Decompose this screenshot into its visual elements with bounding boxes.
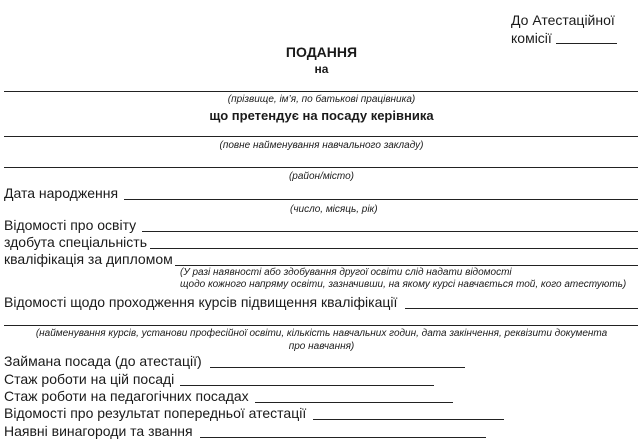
school-name-hint: (повне найменування навчального закладу)	[219, 140, 424, 151]
district-hint: (район/місто)	[288, 171, 355, 182]
document-title: ПОДАННЯ	[285, 44, 358, 60]
experience-position-field[interactable]	[180, 385, 434, 386]
courses-hint-1: (найменування курсів, установи професійної освіти, кількість навчальних годин, дата закінчення, реквізити документа	[35, 328, 608, 339]
courses-label: Відомості щодо проходження курсів підвищення кваліфікації	[4, 294, 398, 310]
specialty-label: здобута спеціальність	[4, 234, 148, 250]
birth-date-hint: (число, місяць, рік)	[290, 204, 378, 215]
courses-field-continued[interactable]	[4, 325, 638, 326]
previous-attestation-field[interactable]	[313, 419, 504, 420]
position-field[interactable]	[210, 367, 465, 368]
school-name-field[interactable]	[4, 136, 638, 137]
qualification-label: кваліфікація за дипломом	[4, 251, 173, 267]
addressee-line2: комісії	[511, 30, 552, 46]
courses-field[interactable]	[405, 308, 638, 309]
claim-text: що претендує на посаду керівника	[209, 108, 434, 123]
document-subtitle: на	[314, 62, 329, 76]
district-field[interactable]	[4, 167, 638, 168]
addressee-line1: До Атестаційної	[511, 12, 615, 28]
awards-field[interactable]	[200, 437, 486, 438]
experience-position-label: Стаж роботи на цій посаді	[4, 371, 175, 387]
birth-date-field[interactable]	[124, 199, 638, 200]
previous-attestation-label: Відомості про результат попередньої атестації	[4, 405, 307, 421]
experience-teaching-label: Стаж роботи на педагогічних посадах	[4, 388, 249, 404]
worker-name-field[interactable]	[4, 91, 638, 92]
experience-teaching-field[interactable]	[255, 402, 453, 403]
education-field[interactable]	[142, 231, 638, 232]
courses-hint-2: про навчання)	[288, 341, 355, 352]
other-education-hint-2: щодо кожного напряму освіти, зазначивши, на якому курсі навчається той, кого атестують)	[180, 279, 627, 290]
other-education-hint-1: (У разі наявності або здобування другої освіти слід надати відомості	[180, 267, 512, 278]
qualification-field[interactable]	[175, 265, 638, 266]
awards-label: Наявні винагороди та звання	[4, 423, 193, 439]
worker-name-hint: (прізвище, ім’я, по батькові працівника)	[227, 94, 416, 105]
birth-date-label: Дата народження	[4, 185, 119, 201]
position-label: Займана посада (до атестації)	[4, 353, 202, 369]
specialty-field[interactable]	[150, 248, 638, 249]
education-label: Відомості про освіту	[4, 217, 137, 233]
